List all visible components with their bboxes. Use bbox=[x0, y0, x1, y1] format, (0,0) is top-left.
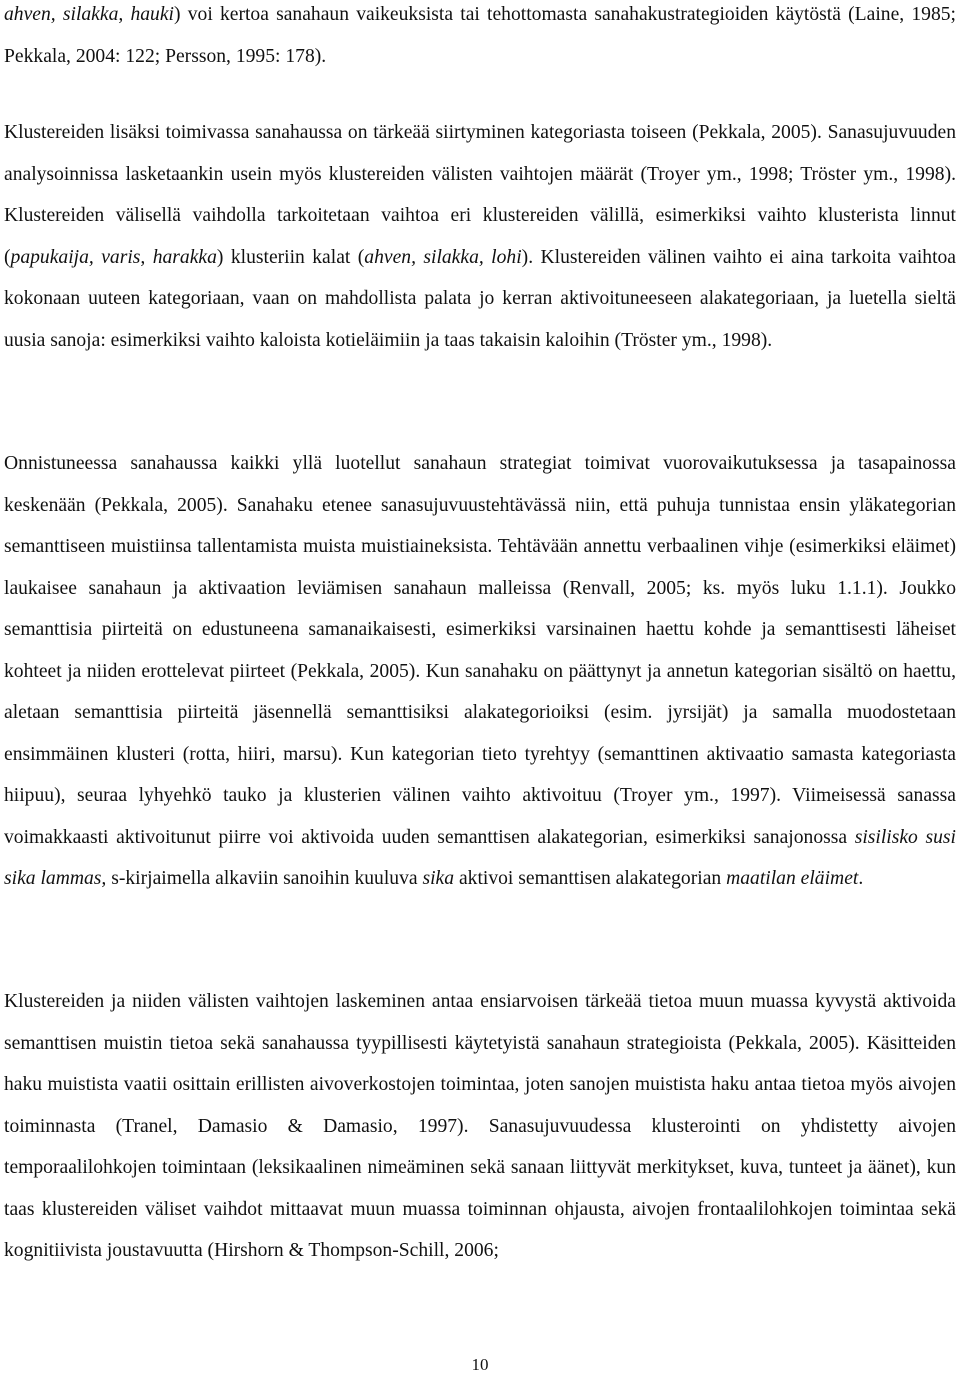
italic-text-segment: sika bbox=[422, 868, 455, 889]
paragraph-0 bbox=[4, 0, 956, 77]
paragraph-3 bbox=[4, 981, 956, 1272]
italic-text-segment: maatilan eläimet bbox=[726, 868, 859, 889]
italic-text-segment: papukaija, varis, harakka bbox=[10, 246, 217, 268]
text-segment: s-kirjaimella alkaviin sanoihin kuuluva bbox=[106, 868, 423, 889]
text-segment: ) klusteriin kalat ( bbox=[216, 246, 365, 268]
text-segment: Onnistuneessa sanahaussa kaikki yllä luotellut sanahaun strategiat toimivat vuorovaikutuksessa ja tasapainossa keskenään (Pekkala, 2005). Sanahaku etenee sanasujuvuustehtävässä niin, että puhuja tunnistaa ensin yläkategorian semanttiseen muistiinsa tallentamista muista muistiaineksista. Tehtävään annettu verbaalinen vihje (esimerkiksi eläimet) laukaisee sanahaun ja aktivaation leviämisen sanahaun malleissa (Renvall, 2005; ks. myös luku 1.1.1). Joukko semanttisia piirteitä on edustuneena samanaikaisesti, esimerkiksi varsinainen haettu kohde ja semanttisesti läheiset kohteet ja niiden erottelevat piirteet (Pekkala, 2005). Kun sanahaku on päättynyt ja annetun kategorian sisältö on haettu, aletaan semanttisia piirteitä jäsennellä semanttisiksi alakategorioiksi (esim. jyrsijät) ja samalla muodostetaan ensimmäinen klusteri (rotta, hiiri, marsu). Kun kategorian tieto tyrehtyy (semanttinen aktivaatio samasta kategoriasta hiipuu), seuraa lyhyehkö tauko ja klusterien välinen vaihto aktivoituu (Troyer ym., 1997). Viimeisessä sanassa voimakkaasti aktivoitunut piirre voi aktivoida uuden semanttisen alakategorian, esimerkiksi sanajonossa bbox=[4, 453, 956, 848]
text-segment: aktivoi semanttisen alakategorian bbox=[454, 868, 727, 889]
text-segment: Klustereiden lisäksi toimivassa sanahaussa on tärkeää siirtyminen kategoriasta toiseen (Pekkala, 2005). Sanasujuvuuden analysoinnissa lasketaankin usein myös klustereiden välisten vaihtojen määrät (Troyer ym., 1998; Tröster ym., 1998). Klustereiden välisellä vaihdolla tarkoitetaan vaihtoa eri klustereiden välillä, esimerkiksi vaihto klusterista linnut ( bbox=[4, 122, 956, 268]
text-segment: ) voi kertoa sanahaun vaikeuksista tai tehottomasta sanahakustrategioiden käytöstä (Laine, 1985; Pekkala, 2004: 122; Persson, 1995: 178). bbox=[4, 4, 956, 67]
italic-text-segment: sisilisko susi sika lammas, bbox=[4, 826, 956, 889]
page-number: 10 bbox=[471, 1355, 489, 1374]
italic-text-segment: ahven, silakka, lohi bbox=[364, 246, 522, 268]
paragraph-2 bbox=[4, 443, 956, 900]
text-segment: ). Klustereiden välinen vaihto ei aina tarkoita vaihtoa kokonaan uuteen kategoriaan, vaan on mahdollista palata jo kerran aktivoituneeseen alakategoriaan, ja luetella sieltä uusia sanoja: esimerkiksi vaihto kaloista kotieläimiin ja taas takaisin kaloihin (Tröster ym., 1998). bbox=[4, 246, 957, 351]
paragraph-1 bbox=[4, 112, 956, 361]
text-segment: . bbox=[858, 868, 864, 889]
text-segment: Klustereiden ja niiden välisten vaihtojen laskeminen antaa ensiarvoisen tärkeää tietoa muun muassa kyvystä aktivoida semanttisen muistin tietoa sekä sanahaussa tyypillisesti käytetyistä sanahaun strategioista (Pekkala, 2005). Käsitteiden haku muistista vaatii osittain erillisten aivoverkostojen toimintaa, joten sanojen muistista haku antaa tietoa myös aivojen toiminnasta (Tranel, Damasio & Damasio, 1997). Sanasujuvuudessa klusterointi on yhdistetty aivojen temporaalilohkojen toimintaan (leksikaalinen nimeäminen sekä sanaan liittyvät merkitykset, kuva, tunteet ja äänet), kun taas klustereiden väliset vaihdot mittaavat muun muassa toiminnan ohjausta, aivojen frontaalilohkojen toimintaa sekä kognitiivista joustavuutta (Hirshorn & Thompson-Schill, 2006; bbox=[4, 991, 956, 1261]
italic-text-segment: ahven, silakka, hauki bbox=[4, 4, 174, 25]
